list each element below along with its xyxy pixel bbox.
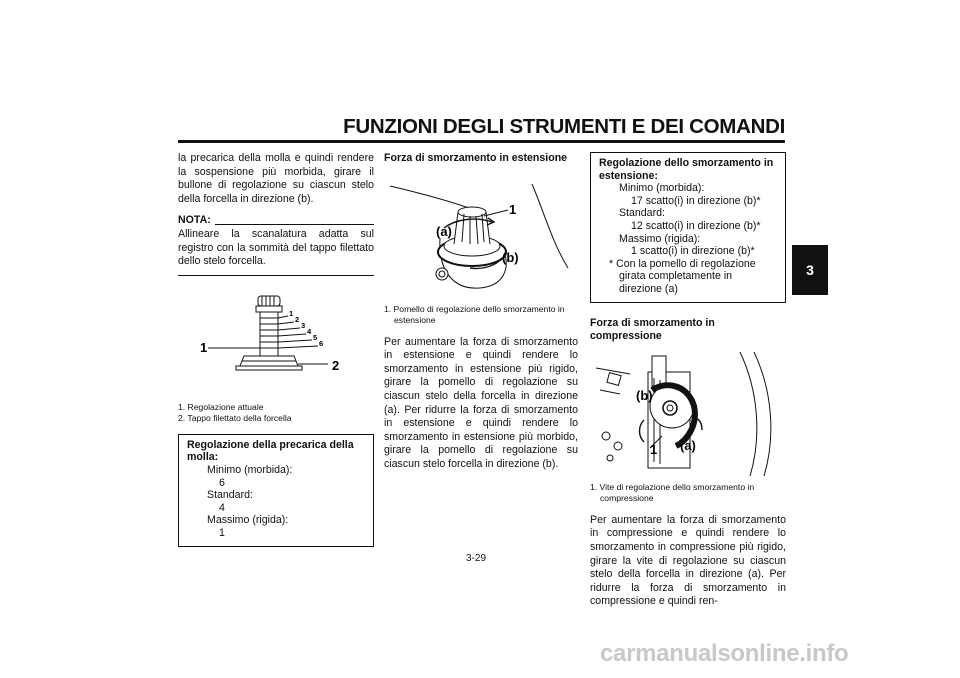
nota-text: Allineare la scanalatura adatta sul registro con la sommità del tappo filettato dello stelo forcella.: [178, 227, 374, 268]
page-title: FUNZIONI DEGLI STRUMENTI E DEI COMANDI: [343, 115, 785, 138]
scale-mark-5: 5: [313, 332, 318, 342]
compression-adjuster-figure: [590, 350, 786, 476]
column-3: [590, 152, 786, 609]
body-paragraph: Per aumentare la forza di smorzamento in compressione e quindi rendere lo smorzamento in compressione più rigido, girare la vite di regolazione su ciascun stelo della forcella in direzione (a). Per ridurre la forza di smorzamento in compressione e quindi ren-: [590, 513, 786, 608]
nota-label: NOTA:: [178, 214, 211, 227]
spec-std-value: 12 scatto(i) in direzione (b)*: [631, 219, 761, 232]
scale-mark-3: 3: [301, 320, 306, 330]
body-paragraph: Per aumentare la forza di smorzamento in estensione e quindi rendere lo smorzamento in estensione più rigido, girare la pomello di regolazione su ciascun stelo della forcella in direzione (a). Per ridurre la forza di smorzamento in estensione e quindi rendere lo smorzamento in estensione più morbido, girare la pomello di regolazione su ciascun stelo forcella in direzione (b).: [384, 335, 578, 470]
scale-mark-1: 1: [289, 308, 294, 318]
label-a: (a): [680, 437, 696, 453]
nota-end-rule: [178, 275, 374, 276]
figure-caption: [384, 304, 578, 326]
spec-max-label: Massimo (rigida):: [619, 232, 701, 245]
figure-captions: [178, 402, 374, 424]
figure-caption: [590, 482, 786, 504]
page-number: 3-29: [466, 553, 487, 564]
column-2: [384, 152, 578, 472]
caption-item: 1. Vite di regolazione dello smorzamento in compressione: [590, 481, 755, 503]
spec-std-value: 4: [219, 501, 225, 514]
spec-max-value: 1: [219, 526, 225, 539]
intro-paragraph: la precarica della molla e quindi rendere la sospensione più morbida, girare il bullone di regolazione su ciascun stelo della forcella in direzione (b).: [178, 152, 374, 205]
spec-min-value: 6: [219, 476, 225, 489]
caption-item: 2. Tappo filettato della forcella: [178, 412, 292, 423]
spec-min-label: Minimo (morbida):: [619, 182, 705, 195]
callout-2: 2: [332, 357, 340, 373]
nota-rule: [215, 224, 374, 225]
callout-1: 1: [200, 339, 208, 355]
section-heading-rebound: Forza di smorzamento in estensione: [384, 152, 568, 164]
header-rule: [178, 140, 785, 143]
spec-title: Regolazione della precarica della molla:: [187, 438, 354, 464]
chapter-tab: 3: [792, 245, 828, 295]
spec-max-value: 1 scatto(i) in direzione (b)*: [631, 245, 755, 258]
nota-header: [178, 214, 374, 228]
section-heading-compression: Forza di smorzamento in compressione: [590, 316, 715, 343]
scale-mark-2: 2: [295, 314, 300, 324]
callout-1: 1: [509, 201, 517, 217]
caption-item: 1. Regolazione attuale: [178, 401, 264, 412]
spec-max-label: Massimo (rigida):: [207, 514, 289, 527]
preload-adjuster-figure: [178, 282, 374, 398]
spec-title: Regolazione dello smorzamento in estensione:: [599, 157, 774, 182]
callout-1: 1: [650, 441, 658, 457]
watermark: carmanualsonline.info: [600, 640, 849, 667]
scale-mark-4: 4: [307, 326, 312, 336]
label-b: (b): [636, 387, 653, 403]
spec-min-label: Minimo (morbida):: [207, 463, 293, 476]
spec-box-preload: [178, 434, 374, 547]
label-a: (a): [436, 223, 452, 239]
rebound-adjuster-figure: [384, 172, 578, 296]
spec-std-label: Standard:: [207, 489, 253, 502]
spec-min-value: 17 scatto(i) in direzione (b)*: [631, 194, 761, 207]
label-b: (b): [502, 249, 519, 265]
column-1: [178, 152, 374, 547]
spec-std-label: Standard:: [619, 207, 665, 220]
caption-item: 1. Pomello di regolazione dello smorzamento in estensione: [384, 303, 565, 325]
scale-mark-6: 6: [319, 338, 324, 348]
spec-note: * Con la pomello di regolazione girata completamente in direzione (a): [609, 257, 756, 295]
spec-box-rebound: [590, 152, 786, 303]
